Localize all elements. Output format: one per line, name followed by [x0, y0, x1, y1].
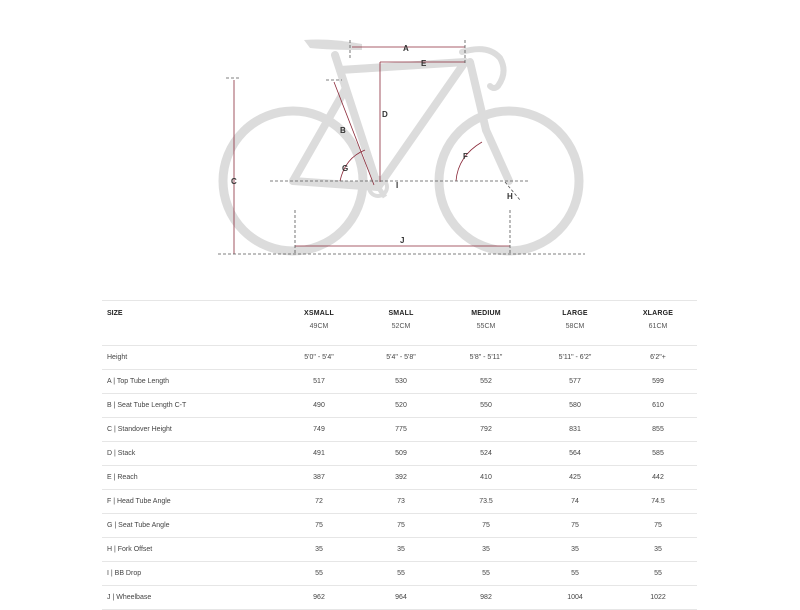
- row-value: 387: [313, 474, 325, 481]
- row-label: D | Stack: [107, 450, 136, 457]
- table-row: [102, 466, 697, 490]
- row-label: G | Seat Tube Angle: [107, 522, 170, 529]
- table-row: [102, 346, 697, 370]
- row-value: 35: [654, 546, 662, 553]
- row-value: 55: [315, 570, 323, 577]
- row-label: I | BB Drop: [107, 570, 142, 577]
- size-header: SIZE: [107, 310, 123, 317]
- row-value: 585: [652, 450, 664, 457]
- row-value: 73.5: [479, 498, 493, 505]
- row-label: Height: [107, 354, 128, 361]
- size-cm: 52CM: [391, 323, 411, 330]
- row-value: 1022: [650, 594, 666, 601]
- row-value: 425: [569, 474, 581, 481]
- table-row: [102, 562, 697, 586]
- bike-geometry-diagram: [0, 0, 800, 280]
- row-value: 73: [397, 498, 405, 505]
- dim-label-i: I: [396, 181, 399, 190]
- dim-label-c: C: [231, 177, 237, 186]
- size-column-xsmall: [289, 301, 349, 330]
- dim-label-b: B: [340, 126, 346, 135]
- dim-f-arc: [456, 142, 482, 181]
- size-name: XLARGE: [642, 310, 674, 317]
- size-name: XSMALL: [304, 310, 334, 317]
- size-column-large: [545, 301, 605, 330]
- row-value: 75: [571, 522, 579, 529]
- row-value: 392: [395, 474, 407, 481]
- dim-label-d: D: [382, 110, 388, 119]
- row-value: 524: [480, 450, 492, 457]
- row-value: 410: [480, 474, 492, 481]
- row-value: 35: [571, 546, 579, 553]
- row-value: 1004: [567, 594, 583, 601]
- row-value: 74: [571, 498, 579, 505]
- row-value: 442: [652, 474, 664, 481]
- table-row: [102, 370, 697, 394]
- row-value: 599: [652, 378, 664, 385]
- row-value: 520: [395, 402, 407, 409]
- size-column-xlarge: [628, 301, 688, 330]
- size-cm: 61CM: [648, 323, 668, 330]
- row-label: J | Wheelbase: [107, 594, 152, 601]
- row-value: 5'11" - 6'2": [558, 354, 592, 361]
- row-value: 550: [480, 402, 492, 409]
- row-value: 964: [395, 594, 407, 601]
- row-value: 775: [395, 426, 407, 433]
- table-row: [102, 394, 697, 418]
- row-value: 580: [569, 402, 581, 409]
- size-cm: 55CM: [476, 323, 496, 330]
- row-value: 75: [482, 522, 490, 529]
- table-row: [102, 418, 697, 442]
- size-name: MEDIUM: [471, 310, 501, 317]
- row-label: F | Head Tube Angle: [107, 498, 171, 505]
- row-value: 75: [654, 522, 662, 529]
- table-row: [102, 538, 697, 562]
- row-label: E | Reach: [107, 474, 138, 481]
- row-value: 530: [395, 378, 407, 385]
- row-value: 72: [315, 498, 323, 505]
- size-column-medium: [456, 301, 516, 330]
- size-column-small: [371, 301, 431, 330]
- table-row: [102, 514, 697, 538]
- row-value: 517: [313, 378, 325, 385]
- row-value: 5'0" - 5'4": [304, 354, 334, 361]
- row-value: 55: [482, 570, 490, 577]
- row-value: 5'8" - 5'11": [469, 354, 503, 361]
- row-value: 55: [654, 570, 662, 577]
- size-header-cell: [107, 301, 123, 317]
- table-row: [102, 490, 697, 514]
- row-value: 35: [397, 546, 405, 553]
- dim-label-a: A: [403, 44, 409, 53]
- row-value: 982: [480, 594, 492, 601]
- dim-label-h: H: [507, 192, 513, 201]
- row-value: 831: [569, 426, 581, 433]
- dim-label-f: F: [463, 152, 468, 161]
- row-value: 577: [569, 378, 581, 385]
- size-name: SMALL: [388, 310, 414, 317]
- row-value: 55: [571, 570, 579, 577]
- geometry-table: [102, 300, 697, 610]
- row-value: 855: [652, 426, 664, 433]
- row-value: 6'2"+: [650, 354, 666, 361]
- row-value: 509: [395, 450, 407, 457]
- row-label: C | Standover Height: [107, 426, 172, 433]
- table-header-row: [102, 300, 697, 346]
- size-cm: 49CM: [309, 323, 329, 330]
- row-value: 564: [569, 450, 581, 457]
- row-value: 35: [315, 546, 323, 553]
- row-value: 610: [652, 402, 664, 409]
- row-value: 74.5: [651, 498, 665, 505]
- row-value: 5'4" - 5'8": [386, 354, 416, 361]
- saddle: [304, 40, 362, 51]
- row-label: B | Seat Tube Length C-T: [107, 402, 187, 409]
- row-value: 490: [313, 402, 325, 409]
- size-cm: 58CM: [565, 323, 585, 330]
- row-value: 75: [397, 522, 405, 529]
- size-name: LARGE: [562, 310, 588, 317]
- dim-label-e: E: [421, 59, 427, 68]
- row-value: 962: [313, 594, 325, 601]
- row-value: 75: [315, 522, 323, 529]
- dim-label-g: G: [342, 164, 349, 173]
- row-value: 792: [480, 426, 492, 433]
- row-label: H | Fork Offset: [107, 546, 153, 553]
- table-row: [102, 442, 697, 466]
- row-value: 35: [482, 546, 490, 553]
- row-value: 491: [313, 450, 325, 457]
- dim-label-j: J: [400, 236, 405, 245]
- row-value: 749: [313, 426, 325, 433]
- row-label: A | Top Tube Length: [107, 378, 170, 385]
- row-value: 55: [397, 570, 405, 577]
- row-value: 552: [480, 378, 492, 385]
- table-row: [102, 586, 697, 610]
